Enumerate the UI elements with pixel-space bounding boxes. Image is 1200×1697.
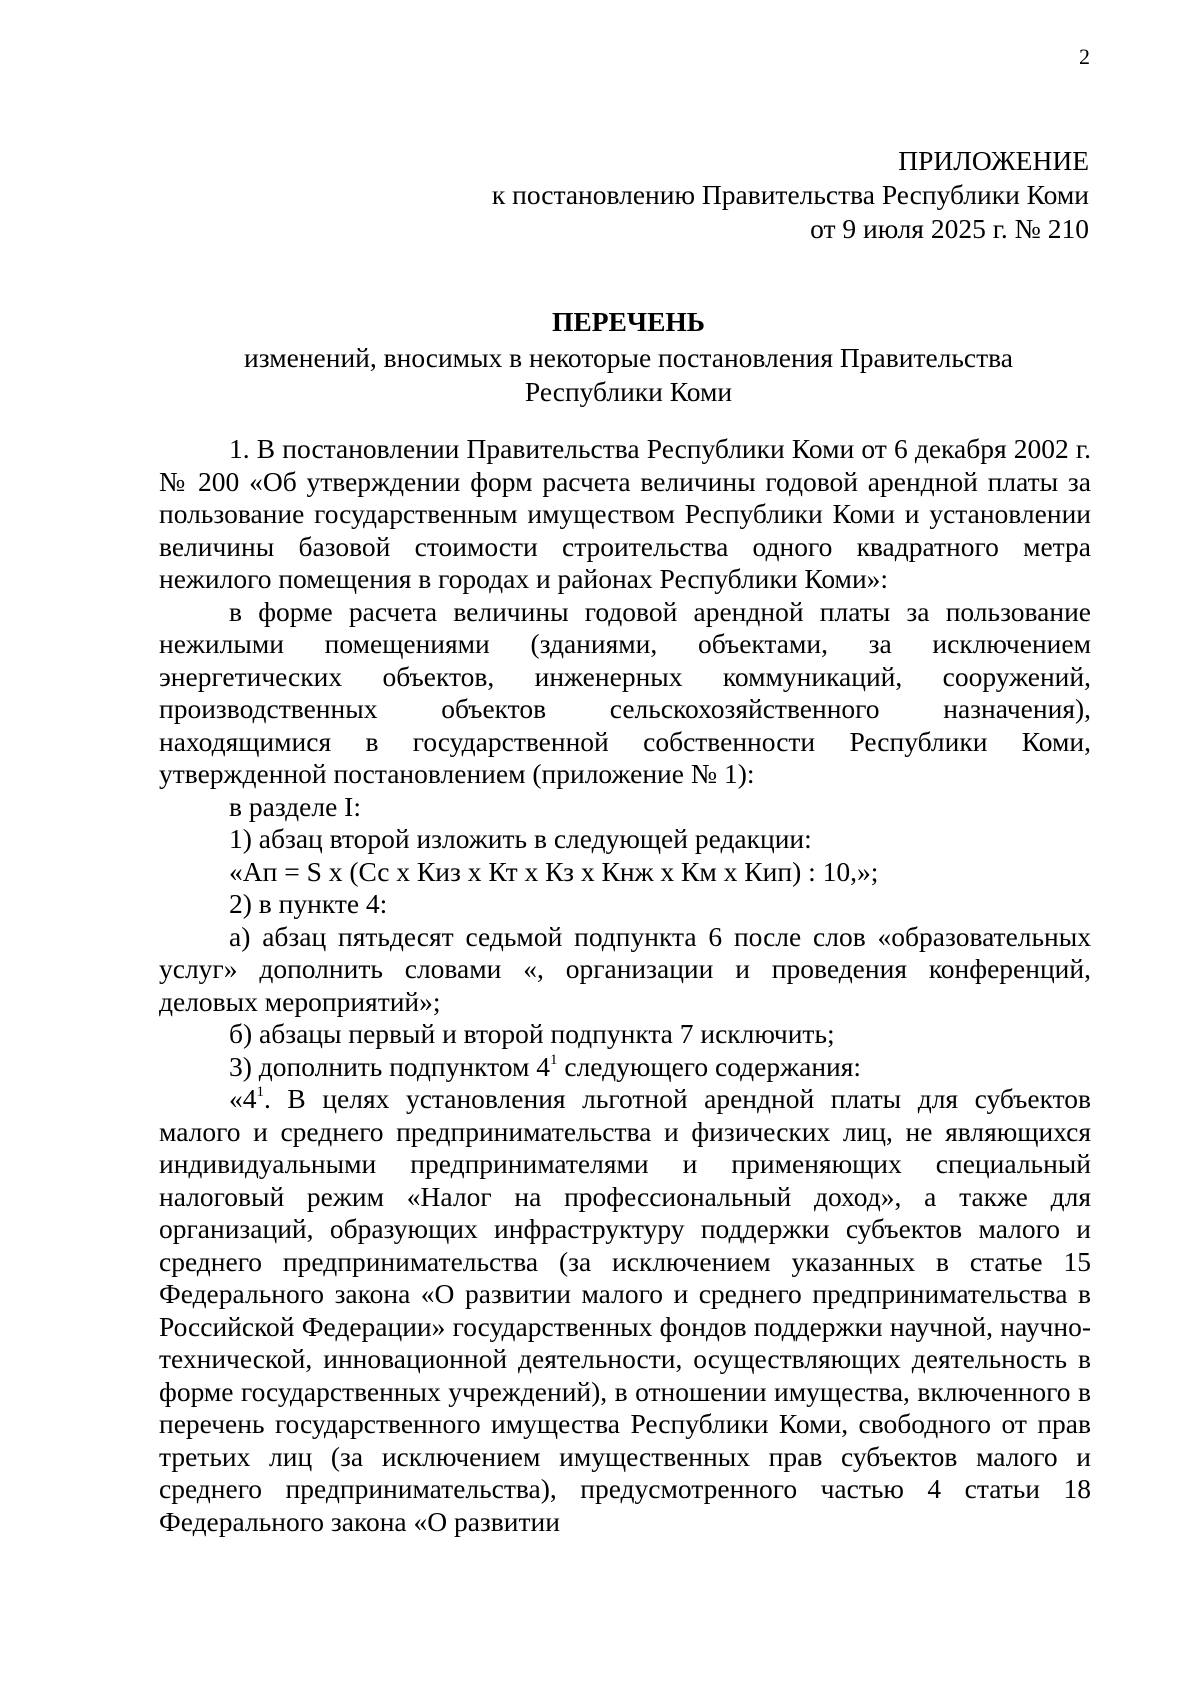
appendix-reference: к постановлению Правительства Республики Коми — [491, 179, 1089, 210]
paragraph-5-formula: «Ап = S x (Сс x Киз x Кт x Кз x Кнж x Км x Кип) : 10,»; — [229, 855, 879, 887]
document-body — [159, 433, 1091, 1538]
paragraph-10-text-after: . В целях установления льготной арендной платы для субъектов малого и среднего предпринимательства и физических лиц, не являющихся индивидуальными предпринимателями и применяющих специальный налоговый режим «Налог на профессиональный доход», а также для организаций, образующих инфраструктуру поддержки субъектов малого и среднего предпринимательства (за исключением указанных в статье 15 Федерального закона «О развитии малого и среднего предпринимательства в Российской Федерации» государственных фондов поддержки научной, научно-технической, инновационной деятельности, осуществляющих деятельность в форме государственных учреждений), в отношении имущества, включенного в перечень государственного имущества Республики Коми, свободного от прав третьих лиц (за исключением имущественных прав субъектов малого и среднего предпринимательства), предусмотренного частью 4 статьи 18 Федерального закона «О развитии — [159, 1083, 1091, 1537]
paragraph-4: 1) абзац второй изложить в следующей редакции: — [229, 823, 812, 854]
heading-title: ПЕРЕЧЕНЬ — [552, 306, 705, 337]
heading-subtitle-line1: изменений, вносимых в некоторые постановления Правительства — [244, 342, 1013, 373]
appendix-title: ПРИЛОЖЕНИЕ — [898, 145, 1089, 176]
document-heading — [0, 305, 1200, 409]
paragraph-2: в форме расчета величины годовой арендной платы за пользование нежилыми помещениями (зданиями, объектами, за исключением энергетических объектов, инженерных коммуникаций, сооружений, производственных объектов сельскохозяйственного назначения), находящимися в государственной собственности Республики Коми, утвержденной постановлением (приложение № 1): — [159, 595, 1091, 789]
heading-subtitle-line2: Республики Коми — [524, 376, 733, 407]
paragraph-8: б) абзацы первый и второй подпункта 7 исключить; — [229, 1018, 835, 1049]
paragraph-9-text-before: 3) дополнить подпунктом 4 — [229, 1050, 550, 1082]
paragraph-10-text-before: «4 — [229, 1083, 257, 1114]
appendix-block — [389, 144, 1089, 246]
paragraph-9-text-after: следующего содержания: — [557, 1050, 862, 1082]
paragraph-9 — [159, 1051, 1091, 1084]
paragraph-7: а) абзац пятьдесят седьмой подпункта 6 после слов «образовательных услуг» дополнить словами «, организации и проведения конференций, деловых мероприятий»; — [159, 920, 1091, 1017]
paragraph-9-superscript: 1 — [549, 1051, 558, 1068]
paragraph-6: 2) в пункте 4: — [229, 888, 388, 919]
page-number: 2 — [1079, 44, 1090, 69]
paragraph-10-superscript: 1 — [256, 1084, 264, 1100]
appendix-date-number: от 9 июля 2025 г. № 210 — [810, 213, 1089, 244]
paragraph-10 — [159, 1083, 1091, 1538]
paragraph-3: в разделе I: — [229, 790, 361, 822]
paragraph-1: 1. В постановлении Правительства Республики Коми от 6 декабря 2002 г. № 200 «Об утверждении форм расчета величины годовой арендной платы за пользование государственным имуществом Республики Коми и установлении величины базовой стоимости строительства одного квадратного метра нежилого помещения в городах и районах Республики Коми»: — [159, 433, 1091, 594]
